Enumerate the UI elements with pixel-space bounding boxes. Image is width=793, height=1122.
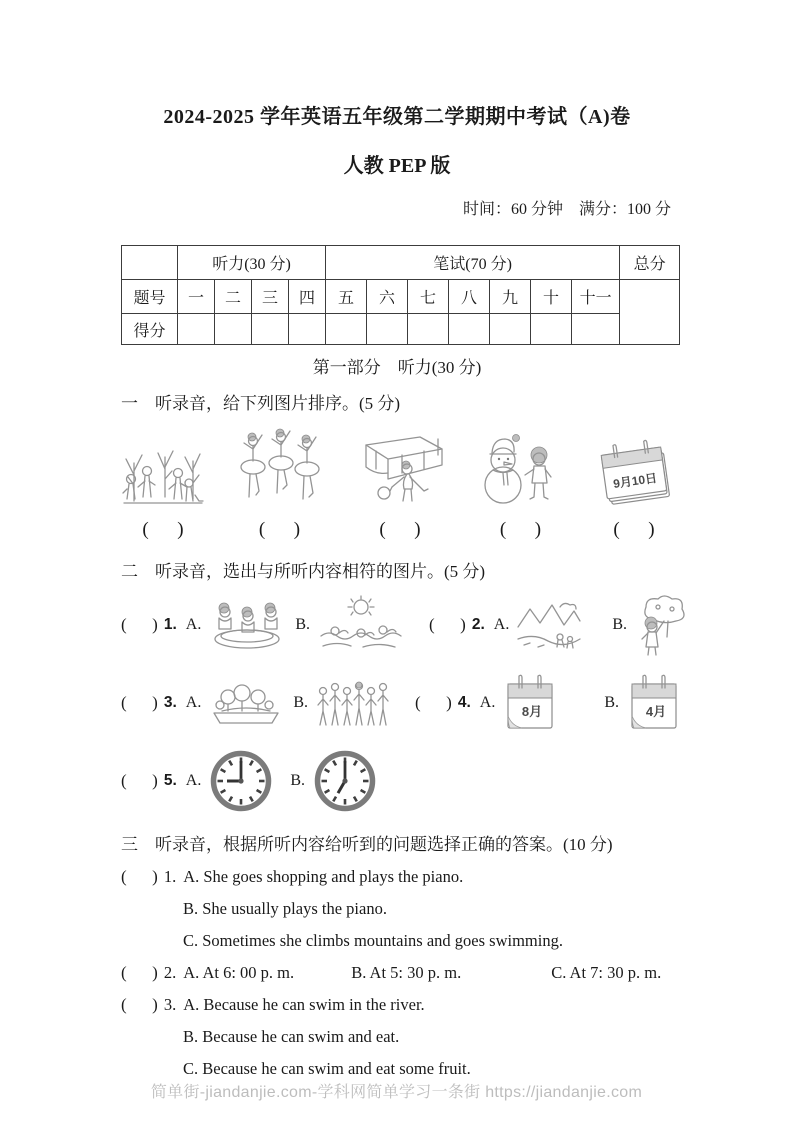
item-number: 2.: [471, 616, 485, 633]
question-number-cell: 四: [289, 280, 326, 314]
calendar-august-text: 8月: [522, 704, 543, 719]
score-blank-cell: [531, 314, 572, 345]
clock-seven-oclock: [312, 748, 378, 814]
answer-blank: ( ): [121, 963, 158, 982]
answer-blank: ( ): [613, 519, 655, 540]
picture-river-landscape: [516, 597, 582, 653]
score-blank-cell: [326, 314, 367, 345]
question-number-cell: 九: [490, 280, 531, 314]
option-text: A. At 6: 00 p. m.: [183, 963, 295, 982]
score-blank-cell: [252, 314, 289, 345]
option-b-label: B.: [295, 616, 310, 633]
option-b-label: B.: [612, 616, 627, 633]
question-number: 3.: [163, 995, 177, 1014]
answer-blank: ( ): [379, 519, 421, 540]
question-number-cell: 一: [178, 280, 215, 314]
picture-calendar-august: [502, 672, 558, 734]
crowd-illustration: [315, 675, 395, 731]
planting-trees-illustration: [121, 427, 205, 509]
dancing-girls-illustration: [236, 425, 324, 509]
answer-blank: ( ): [429, 615, 466, 634]
total-score-blank-cell: [620, 280, 680, 345]
option-text: A. Because he can swim in the river.: [183, 995, 425, 1014]
time-score-info: 时间：60 分钟 满分：100 分: [462, 201, 671, 218]
answer-blank: ( ): [499, 519, 542, 540]
question-number-cell: 二: [215, 280, 252, 314]
part1-heading: 一 听录音，给下列图片排序。(5 分): [121, 394, 401, 413]
part2-row-1: [121, 590, 673, 660]
question-number-cell: 六: [367, 280, 408, 314]
part2-heading: 二 听录音，选出与所听内容相符的图片。(5 分): [121, 562, 486, 581]
question-number: 2.: [163, 963, 177, 982]
score-blank-cell: [215, 314, 252, 345]
item-number: 5.: [163, 772, 177, 789]
score-blank-cell: [572, 314, 620, 345]
option-b-label: B.: [293, 694, 308, 711]
calendar-april-text: 4月: [645, 704, 667, 719]
score-blank-cell: [178, 314, 215, 345]
part2-row-2: [121, 668, 673, 738]
question-number-cell: 五: [326, 280, 367, 314]
river-landscape-illustration: [516, 597, 582, 653]
option-b-label: B.: [290, 772, 305, 789]
section-1-title: 第一部分 听力(30 分): [312, 358, 482, 377]
question-number-cell: 十: [531, 280, 572, 314]
option-text: C. At 7: 30 p. m.: [551, 963, 662, 982]
option-a-label: A.: [185, 694, 202, 711]
answer-blank: ( ): [121, 867, 158, 886]
picture-cleaning-room: [354, 429, 446, 509]
option-text: B. At 5: 30 p. m.: [351, 963, 462, 982]
part3-q3-line: [121, 989, 673, 1021]
table-row-headers: [122, 246, 680, 280]
question-number-cell: 八: [449, 280, 490, 314]
question-number-cell: 七: [408, 280, 449, 314]
question-number: 1.: [163, 867, 177, 886]
part2-row-3: [121, 746, 673, 816]
score-blank-cell: [490, 314, 531, 345]
answer-blank: ( ): [121, 693, 158, 712]
exam-title: 2024-2025 学年英语五年级第二学期期中考试（A)卷: [163, 106, 631, 128]
clock-9-00-icon: [208, 748, 274, 814]
part3-q1-line: [121, 861, 673, 893]
part1-picture-row: [121, 423, 673, 509]
listening-header-cell: 听力(30 分): [178, 246, 326, 280]
calendar-august-icon: [502, 672, 558, 734]
calendar-april-icon: [626, 672, 682, 734]
calendar-september-text: 9月10日: [612, 470, 658, 491]
item-number: 3.: [163, 694, 177, 711]
picture-crowd: [315, 675, 395, 731]
picture-calendar-september: [595, 433, 673, 509]
answer-blank: ( ): [142, 519, 184, 540]
option-text: C. Sometimes she climbs mountains and goes swimming.: [183, 931, 563, 950]
part3-heading: 三 听录音，根据所听内容给听到的问题选择正确的答案。(10 分): [121, 835, 613, 854]
clock-7-00-icon: [312, 748, 378, 814]
cleaning-room-illustration: [354, 429, 446, 509]
score-blank-cell: [289, 314, 326, 345]
picture-planting-trees: [121, 427, 205, 509]
option-text: A. She goes shopping and plays the piano.: [183, 867, 464, 886]
picture-family-dinner: [208, 595, 286, 655]
picture-calendar-april: [626, 672, 682, 734]
answer-blank: ( ): [121, 771, 158, 790]
exam-page: [121, 0, 673, 1085]
answer-blank: ( ): [121, 995, 158, 1014]
option-a-label: A.: [493, 616, 510, 633]
score-table: [121, 245, 680, 345]
answer-blank: ( ): [415, 693, 452, 712]
picture-dancing-girls: [236, 425, 324, 509]
option-a-label: A.: [185, 772, 202, 789]
option-a-label: A.: [185, 616, 202, 633]
score-blank-cell: [449, 314, 490, 345]
score-blank-cell: [367, 314, 408, 345]
table-row-scores: [122, 314, 680, 345]
family-dinner-illustration: [208, 595, 286, 655]
picking-fruit-illustration: [634, 593, 692, 657]
answer-blank: ( ): [121, 615, 158, 634]
score-row-label: 得分: [122, 314, 178, 345]
answer-blank: ( ): [258, 519, 301, 540]
option-text: B. She usually plays the piano.: [183, 899, 387, 918]
table-row-question-numbers: [122, 280, 680, 314]
item-number: 4.: [457, 694, 471, 711]
question-number-cell: 十一: [572, 280, 620, 314]
clock-nine-oclock: [208, 748, 274, 814]
exam-edition: 人教 PEP 版: [343, 155, 451, 177]
option-text: C. Because he can swim and eat some fruit.: [183, 1059, 471, 1078]
watermark-footer: 简单街-jiandanjie.com-学科网简单学习一条街 https://jiandanjie.com: [150, 1084, 643, 1101]
option-text: B. Because he can swim and eat.: [183, 1027, 400, 1046]
swimming-sunny-illustration: [317, 594, 403, 656]
item-number: 1.: [163, 616, 177, 633]
part1-answer-row: [121, 519, 673, 541]
vegetable-dish-illustration: [208, 677, 284, 729]
option-b-label: B.: [604, 694, 619, 711]
corner-cell: [122, 246, 178, 280]
picture-snowman-child: [477, 429, 565, 509]
score-blank-cell: [408, 314, 449, 345]
picture-picking-fruit: [634, 593, 692, 657]
snowman-child-illustration: [477, 429, 565, 509]
written-header-cell: 笔试(70 分): [326, 246, 620, 280]
picture-swimming-sunny: [317, 594, 403, 656]
question-number-cell: 三: [252, 280, 289, 314]
calendar-september-icon: [595, 433, 673, 509]
option-a-label: A.: [479, 694, 496, 711]
total-header-cell: 总分: [620, 246, 680, 280]
picture-vegetable-dish: [208, 677, 284, 729]
question-row-label: 题号: [122, 280, 178, 314]
part3-q2-line: [121, 957, 673, 989]
